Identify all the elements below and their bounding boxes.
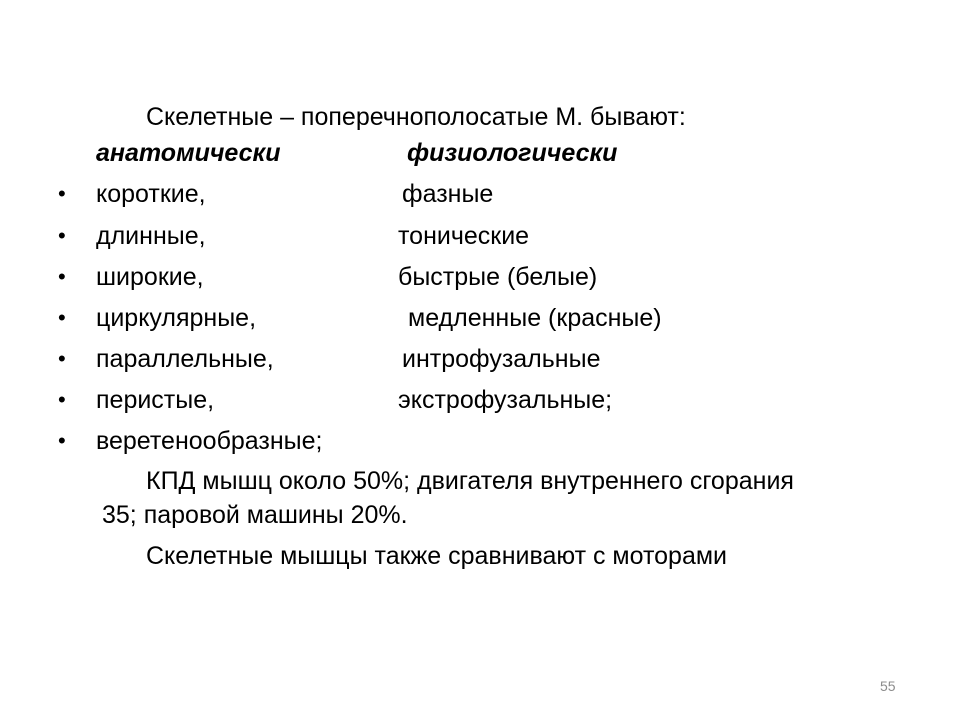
list-item-physiological: медленные (красные) <box>408 304 662 332</box>
column-heading-anatomical: анатомически <box>96 139 281 167</box>
list-item-anatomical: перистые, <box>96 386 215 414</box>
bullet-icon: • <box>58 181 66 206</box>
efficiency-text-line1: КПД мышц около 50%; двигателя внутреннего сгорания <box>146 467 794 495</box>
list-item-physiological: тонические <box>398 222 530 250</box>
bullet-icon: • <box>58 223 66 248</box>
list-item-anatomical: длинные, <box>96 222 206 250</box>
page-number: 55 <box>880 678 896 694</box>
intro-text: Скелетные – поперечнополосатые М. бывают: <box>146 103 686 131</box>
list-item-physiological: фазные <box>402 180 494 208</box>
list-item-physiological: интрофузальные <box>402 345 601 373</box>
bullet-icon: • <box>58 264 66 289</box>
list-item-anatomical: широкие, <box>96 263 204 291</box>
list-item-anatomical: короткие, <box>96 180 206 208</box>
bullet-icon: • <box>58 305 66 330</box>
list-item-anatomical: циркулярные, <box>96 304 257 332</box>
column-heading-physiological: физиологически <box>407 139 618 167</box>
efficiency-text-line2: 35; паровой машины 20%. <box>102 501 408 529</box>
bullet-icon: • <box>58 346 66 371</box>
list-item-physiological: экстрофузальные; <box>398 386 613 414</box>
list-item-physiological: быстрые (белые) <box>398 263 598 291</box>
bullet-icon: • <box>58 387 66 412</box>
list-item-anatomical: параллельные, <box>96 345 274 373</box>
list-item-anatomical: веретенообразные; <box>96 427 323 455</box>
bullet-icon: • <box>58 428 66 453</box>
comparison-text: Скелетные мышцы также сравнивают с моторами <box>146 542 727 570</box>
